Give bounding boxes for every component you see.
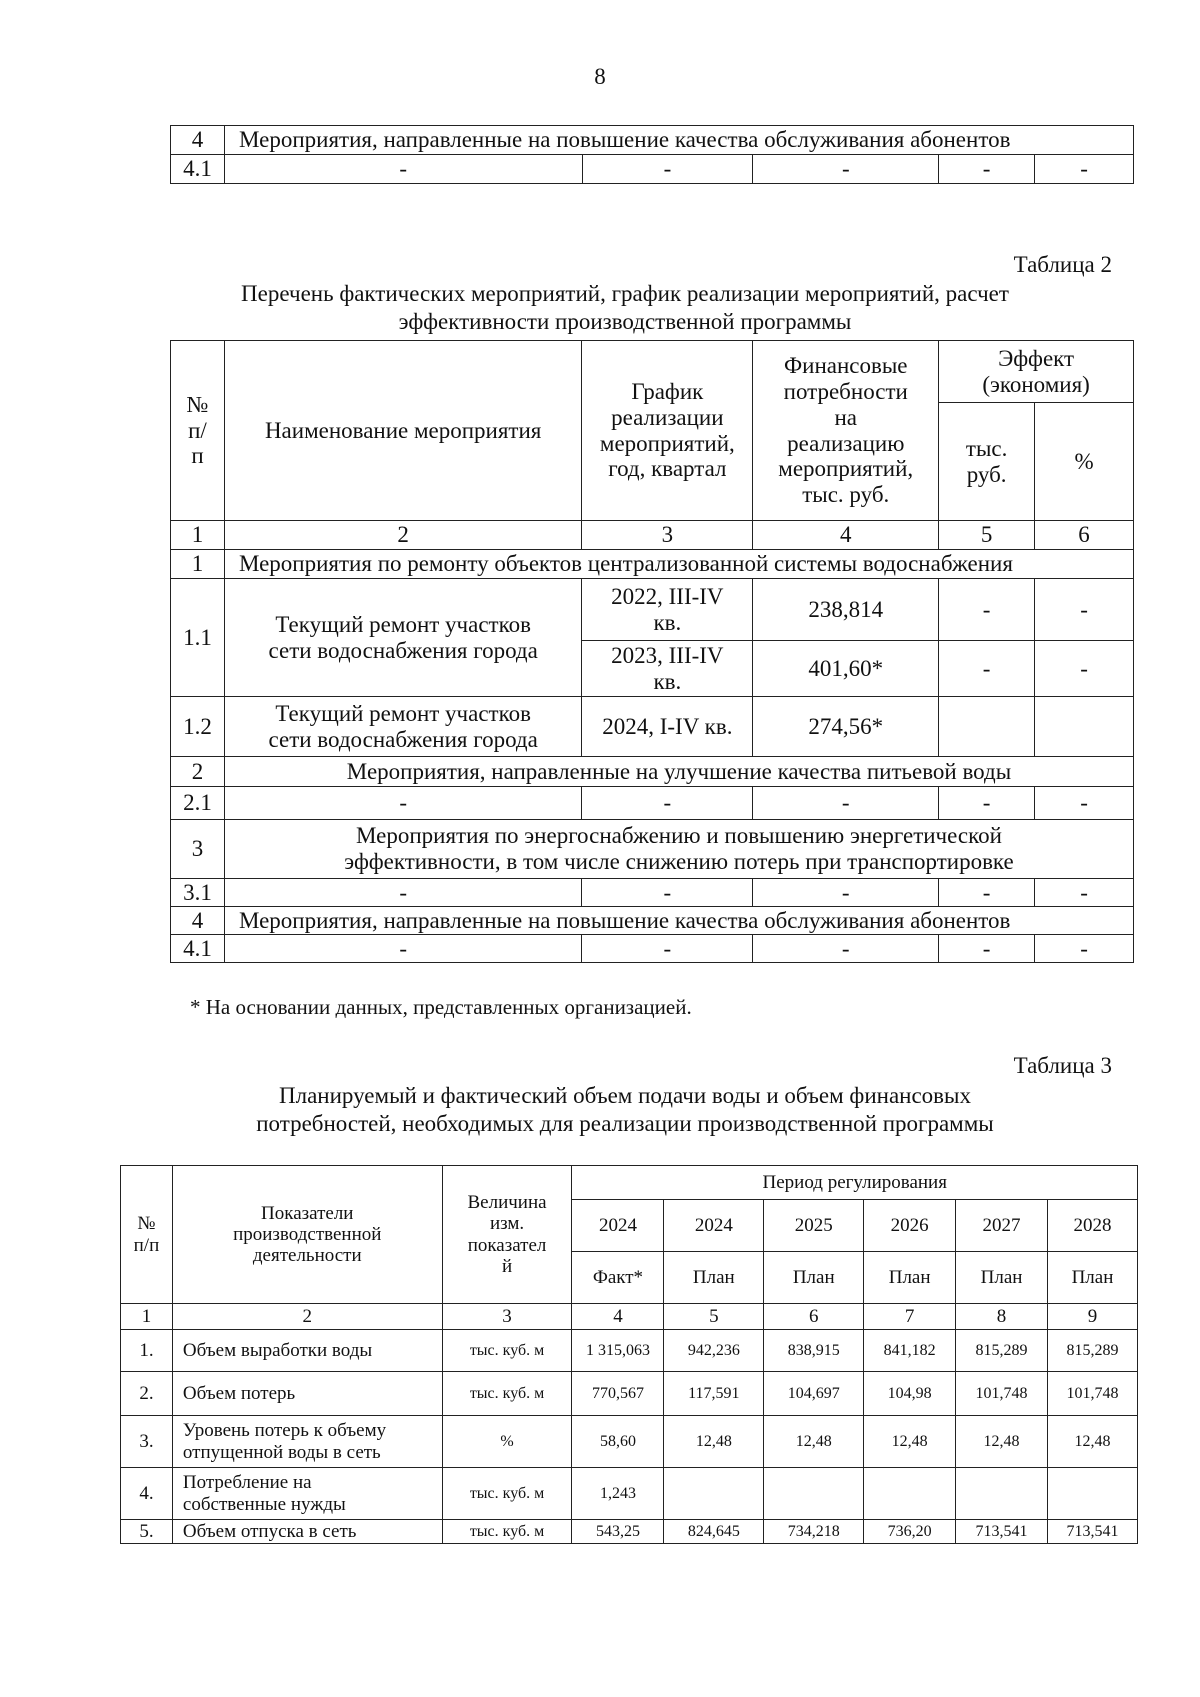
header-text: производственной [233,1223,382,1245]
schedule-cell: 2024, I-IV кв. [582,697,753,757]
schedule-line: 2023, III-IV [611,642,724,668]
table-cell: - [1035,879,1134,907]
measure-name-line: сети водоснабжения города [268,637,538,663]
table-cell: - [582,155,753,184]
table3-title-line: Планируемый и фактический объем подачи воды и объем финансовых [279,1083,971,1108]
header-text: Показатели [261,1202,354,1224]
header-text: п/ [188,417,207,443]
value-cell [664,1468,764,1520]
column-number: 8 [956,1304,1048,1330]
value-cell: 815,289 [956,1330,1048,1372]
value-cell: 117,591 [664,1372,764,1416]
column-number: 4 [572,1304,664,1330]
unit-cell: % [442,1416,572,1468]
column-number-row [121,1304,1138,1330]
section-row [171,550,1134,579]
header-num [121,1166,173,1304]
indicator-name-line: Потребление на [182,1472,312,1494]
header-kind: План [764,1252,864,1304]
table-cell: - [224,879,581,907]
table-cell: - [582,787,753,820]
column-number: 9 [1047,1304,1137,1330]
section-title: Мероприятия по ремонту объектов централизованной системы водоснабжения [224,550,1133,579]
value-cell: 12,48 [956,1416,1048,1468]
value-cell: 713,541 [1047,1520,1137,1544]
header-text: (экономия) [982,371,1090,397]
value-cell: 12,48 [864,1416,956,1468]
indicator-name [172,1416,442,1468]
column-number: 3 [582,521,753,550]
header-text: Эффект [998,345,1075,371]
schedule-line: кв. [653,609,682,635]
table-cell: - [939,879,1035,907]
row-number: 1.1 [171,579,225,697]
header-kind: План [956,1252,1048,1304]
header-text: на [834,404,858,430]
header-year: 2025 [764,1200,864,1252]
table2-title-line: эффективности производственной программы [398,308,852,334]
header-finance [753,341,939,521]
indicator-name: Объем потерь [172,1372,442,1416]
unit-cell: тыс. куб. м [442,1520,572,1544]
value-cell [956,1468,1048,1520]
indicator-name-line: собственные нужды [182,1493,346,1515]
header-effect [939,341,1134,403]
effect-rub-cell: - [939,579,1035,641]
value-cell: 736,20 [864,1520,956,1544]
value-cell: 101,748 [956,1372,1048,1416]
header-text: тыс. [965,435,1008,461]
header-kind: Факт* [572,1252,664,1304]
table-cell: - [753,935,939,963]
value-cell: 543,25 [572,1520,664,1544]
indicator-name: Объем отпуска в сеть [172,1520,442,1544]
value-cell: 104,697 [764,1372,864,1416]
section-title: Мероприятия, направленные на улучшение качества питьевой воды [224,757,1133,787]
effect-rub-cell [939,697,1035,757]
value-cell: 58,60 [572,1416,664,1468]
header-text: № [137,1213,156,1235]
table-row [121,1468,1138,1520]
value-cell [764,1468,864,1520]
continuation-table [170,125,1134,184]
value-cell: 12,48 [1047,1416,1137,1468]
effect-pct-cell: - [1035,641,1134,697]
header-text: п [191,443,204,469]
table-row [171,126,1134,155]
header-text: изм. [489,1213,525,1235]
column-number: 5 [939,521,1035,550]
value-cell: 824,645 [664,1520,764,1544]
table3-title-line: потребностей, необходимых для реализации производственной программы [256,1110,994,1136]
row-number: 5. [121,1520,173,1544]
finance-cell: 274,56* [753,697,939,757]
table-row [171,155,1134,184]
indicator-name: Объем выработки воды [172,1330,442,1372]
table-cell: - [753,787,939,820]
table-row [121,1330,1138,1372]
row-number: 3 [171,820,225,879]
column-number: 1 [121,1304,173,1330]
unit-cell: тыс. куб. м [442,1330,572,1372]
header-text: год, квартал [608,456,727,482]
column-number: 3 [442,1304,572,1330]
table-cell: - [582,879,753,907]
value-cell: 101,748 [1047,1372,1137,1416]
header-text: п/п [133,1234,160,1256]
header-year: 2024 [664,1200,764,1252]
value-cell: 838,915 [764,1330,864,1372]
section-row [171,907,1134,935]
row-number: 4.1 [171,935,225,963]
header-text: потребности [783,379,908,404]
column-number: 1 [171,521,225,550]
value-cell: 12,48 [664,1416,764,1468]
table-cell: - [939,787,1035,820]
table-row [121,1520,1138,1544]
column-number: 2 [224,521,581,550]
row-number: 3. [121,1416,173,1468]
measure-name [224,697,581,757]
row-number: 4 [171,126,225,155]
unit-cell: тыс. куб. м [442,1372,572,1416]
header-text: График [631,379,704,404]
table3-label: Таблица 3 [1013,1053,1112,1078]
row-number: 4 [171,907,225,935]
table-row [171,579,1134,641]
table-row [171,879,1134,907]
table3-title [150,1082,1100,1137]
header-text: реализации [611,404,724,430]
section-title [224,820,1133,879]
table-row [171,787,1134,820]
table-cell: - [939,935,1035,963]
header-kind: План [864,1252,956,1304]
header-effect-rub [939,403,1035,521]
value-cell: 770,567 [572,1372,664,1416]
table-cell: - [753,155,939,184]
footnote: * На основании данных, представленных организацией. [190,995,692,1019]
header-unit [442,1166,572,1304]
table-cell: - [224,155,582,184]
header-text: руб. [966,461,1007,487]
effect-pct-cell: - [1035,579,1134,641]
header-num [171,341,225,521]
section-title-line: эффективности, в том числе снижению потерь при транспортировке [344,849,1014,874]
table2-title [150,280,1100,335]
row-number: 1.2 [171,697,225,757]
value-cell: 12,48 [764,1416,864,1468]
value-cell: 815,289 [1047,1330,1137,1372]
measure-name [224,579,581,697]
header-kind: План [1047,1252,1137,1304]
header-text: № [186,391,209,417]
table-cell: - [1035,935,1134,963]
table-cell: - [1035,787,1134,820]
table-cell: - [582,935,753,963]
value-cell: 1,243 [572,1468,664,1520]
table-header-row [121,1166,1138,1200]
header-period: Период регулирования [572,1166,1138,1200]
table-header-row [171,341,1134,403]
value-cell: 942,236 [664,1330,764,1372]
finance-cell: 401,60* [753,641,939,697]
table-cell: - [939,155,1035,184]
value-cell: 104,98 [864,1372,956,1416]
header-text: мероприятий, [778,456,914,482]
header-text: Финансовые [783,353,908,379]
header-text: реализацию [787,430,905,456]
header-text: деятельности [252,1245,362,1267]
section-title: Мероприятия, направленные на повышение качества обслуживания абонентов [224,126,1133,155]
row-number: 4. [121,1468,173,1520]
schedule-line: 2022, III-IV [611,583,724,609]
row-number: 1 [171,550,225,579]
row-number: 2. [121,1372,173,1416]
finance-cell: 238,814 [753,579,939,641]
table-cell: - [753,879,939,907]
header-year: 2028 [1047,1200,1137,1252]
schedule-cell [582,579,753,641]
header-text: Величина [467,1191,547,1213]
indicator-name [172,1468,442,1520]
row-number: 2 [171,757,225,787]
schedule-cell [582,641,753,697]
section-row [171,820,1134,879]
measure-name-line: сети водоснабжения города [268,726,538,752]
header-name: Наименование мероприятия [224,341,581,521]
measures-table [170,340,1134,963]
value-cell [1047,1468,1137,1520]
value-cell: 734,218 [764,1520,864,1544]
section-title-line: Мероприятия по энергоснабжению и повышению энергетической [356,823,1002,849]
page-number: 8 [594,64,606,89]
column-number-row [171,521,1134,550]
effect-pct-cell [1035,697,1134,757]
column-number: 5 [664,1304,764,1330]
unit-cell: тыс. куб. м [442,1468,572,1520]
indicator-name-line: Уровень потерь к объему [182,1420,387,1442]
column-number: 4 [753,521,939,550]
column-number: 6 [1035,521,1134,550]
section-row [171,757,1134,787]
header-kind: План [664,1252,764,1304]
water-volume-table [120,1165,1138,1544]
column-number: 7 [864,1304,956,1330]
header-text: й [501,1255,513,1277]
schedule-line: кв. [653,668,682,694]
header-year: 2026 [864,1200,956,1252]
header-effect-pct: % [1035,403,1134,521]
table2-label: Таблица 2 [1013,252,1112,277]
table-row [171,935,1134,963]
table-row [121,1372,1138,1416]
header-year: 2027 [956,1200,1048,1252]
column-number: 2 [172,1304,442,1330]
row-number: 1. [121,1330,173,1372]
table-row [121,1416,1138,1468]
value-cell: 841,182 [864,1330,956,1372]
table-cell: - [1035,155,1134,184]
effect-rub-cell: - [939,641,1035,697]
header-schedule [582,341,753,521]
value-cell [864,1468,956,1520]
header-text: показател [467,1234,547,1256]
header-indicators [172,1166,442,1304]
table-row [171,697,1134,757]
value-cell: 1 315,063 [572,1330,664,1372]
row-number: 2.1 [171,787,225,820]
header-text: мероприятий, [599,430,735,456]
row-number: 4.1 [171,155,225,184]
column-number: 6 [764,1304,864,1330]
measure-name-line: Текущий ремонт участков [275,611,531,637]
value-cell: 713,541 [956,1520,1048,1544]
table2-title-line: Перечень фактических мероприятий, график реализации мероприятий, расчет [241,281,1009,306]
section-title: Мероприятия, направленные на повышение качества обслуживания абонентов [224,907,1133,935]
header-year: 2024 [572,1200,664,1252]
measure-name-line: Текущий ремонт участков [275,700,531,726]
row-number: 3.1 [171,879,225,907]
table-cell: - [224,787,581,820]
header-text: тыс. руб. [802,482,890,507]
table-cell: - [224,935,581,963]
indicator-name-line: отпущенной воды в сеть [182,1441,381,1463]
